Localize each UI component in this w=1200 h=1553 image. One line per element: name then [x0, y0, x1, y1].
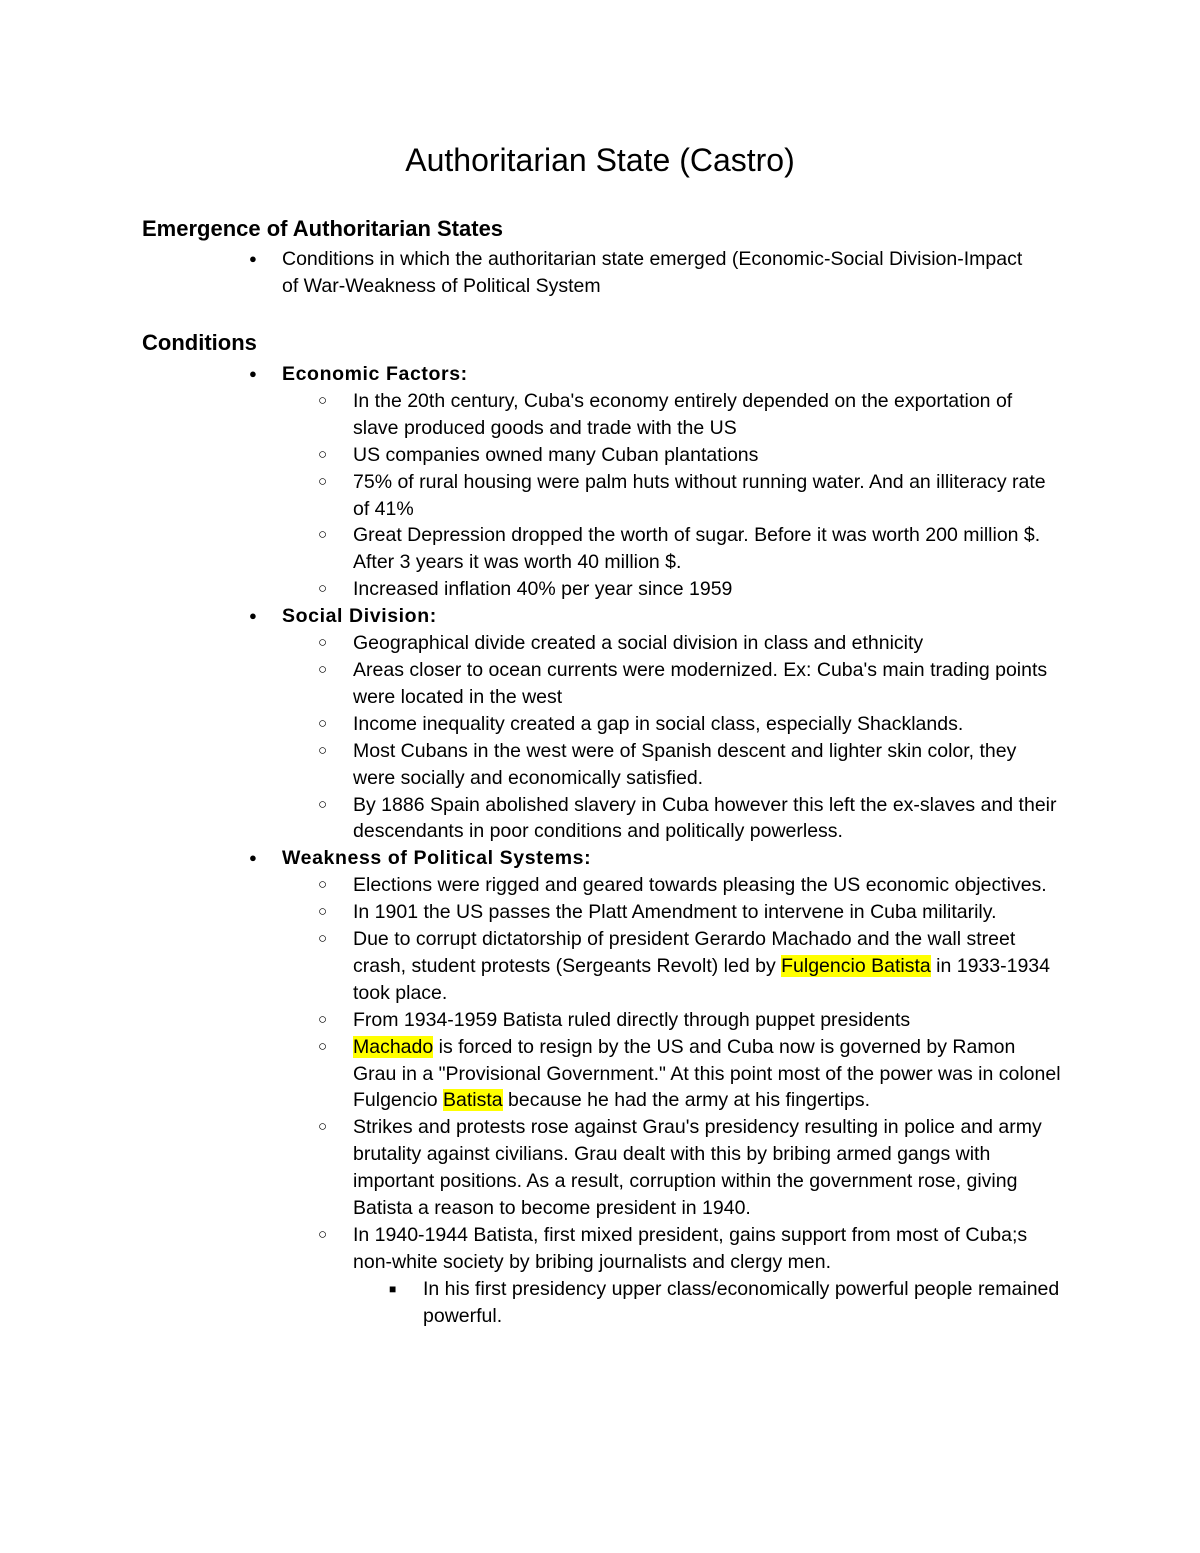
filled-circle-bullet-icon: ● [249, 251, 257, 266]
list-item-text: Due to corrupt dictatorship of president Gerardo Machado and the wall street crash, student protests (Sergeants Revolt) led by [353, 928, 1016, 977]
hollow-circle-bullet-icon: ○ [318, 714, 328, 732]
list-item-text: Most Cubans in the west were of Spanish descent and lighter skin color, they were socially and economically satisfied. [353, 739, 1017, 789]
list-item-text: In 1940-1944 Batista, first mixed president, gains support from most of Cuba;s non-white society by bribing journalists and clergy men. [353, 1224, 1028, 1273]
list-item [0, 1007, 1063, 1034]
list-item-text: US companies owned many Cuban plantations [353, 443, 759, 466]
list-item-text: Elections were rigged and geared towards pleasing the US economic objectives. [353, 874, 1047, 897]
hollow-circle-bullet-icon: ○ [318, 930, 328, 948]
list-item [0, 1114, 1063, 1222]
list-item-text: because he had the army at his fingertips. [502, 1089, 871, 1112]
filled-circle-bullet-icon: ● [249, 850, 257, 866]
subheading-social-division: Social Division: [282, 605, 437, 628]
filled-circle-bullet-icon: ● [249, 366, 257, 381]
list-item-text: Income inequality created a gap in social class, especially Shacklands. [353, 712, 964, 735]
filled-square-bullet-icon: ■ [389, 1281, 397, 1296]
list-item-text: 75% of rural housing were palm huts without running water. And an illiteracy rate of 41% [353, 470, 1046, 520]
list-item [0, 1222, 1063, 1276]
list-item [0, 711, 1063, 738]
section-heading-emergence: Emergence of Authoritarian States [142, 216, 504, 241]
list-item-text: in 1933-1934 took place. [353, 954, 1050, 1004]
list-item-weakness-political-systems [0, 845, 1042, 872]
list-item [0, 899, 1063, 926]
filled-circle-bullet-icon: ● [249, 608, 257, 624]
hollow-circle-bullet-icon: ○ [318, 1037, 328, 1055]
list-item-text: Increased inflation 40% per year since 1959 [353, 578, 733, 601]
hollow-circle-bullet-icon: ○ [318, 741, 328, 759]
list-item [0, 630, 1063, 657]
list-item-text: Conditions in which the authoritarian state emerged (Economic-Social Division-Impact of War-Weakness of Political System [282, 248, 1023, 297]
list-item-text: From 1934-1959 Batista ruled directly through puppet presidents [353, 1008, 911, 1031]
hollow-circle-bullet-icon: ○ [318, 903, 328, 921]
list-item [0, 872, 1063, 899]
hollow-circle-bullet-icon: ○ [318, 660, 328, 678]
list-item-social-division [0, 603, 1042, 630]
hollow-circle-bullet-icon: ○ [318, 391, 328, 409]
list-item [0, 469, 1063, 523]
list-item [0, 738, 1063, 792]
list-item [0, 522, 1063, 576]
list-item-text: Areas closer to ocean currents were modernized. Ex: Cuba's main trading points were located in the west [353, 658, 1048, 708]
list-item-economic-factors [0, 361, 1042, 388]
list-item [0, 442, 1063, 469]
conditions-list [0, 361, 1200, 1330]
list-item [0, 576, 1063, 603]
list-item-text: In his first presidency upper class/economically powerful people remained powerful. [423, 1277, 1060, 1327]
list-item [0, 1034, 1063, 1115]
list-item-text: is forced to resign by the US and Cuba now is governed by Ramon Grau in a "Provisional Government." At this point most of the power was in colonel Fulgencio [353, 1035, 1061, 1112]
list-item [0, 246, 1042, 300]
highlighted-text-fulgencio-batista: Fulgencio Batista [781, 954, 931, 977]
list-item-text: Geographical divide created a social division in class and ethnicity [353, 632, 924, 655]
section-heading-conditions: Conditions [142, 330, 257, 355]
list-item-text: Great Depression dropped the worth of sugar. Before it was worth 200 million $. After 3 years it was worth 40 million $. [353, 524, 1041, 574]
highlighted-text-batista: Batista [442, 1089, 503, 1112]
hollow-circle-bullet-icon: ○ [318, 1118, 328, 1136]
emergence-list [0, 246, 1200, 300]
list-item [0, 388, 1063, 442]
list-item [0, 926, 1063, 1007]
hollow-circle-bullet-icon: ○ [318, 1010, 328, 1028]
hollow-circle-bullet-icon: ○ [318, 876, 328, 894]
list-item-text: Strikes and protests rose against Grau's presidency resulting in police and army brutality against civilians. Grau dealt with this by bribing armed gangs with important positions. As a result, corruption within the government rose, giving Batista a reason to become president in 1940. [353, 1116, 1042, 1220]
list-item [0, 1276, 1063, 1330]
subheading-economic-factors: Economic Factors: [282, 363, 468, 385]
list-item [0, 657, 1063, 711]
hollow-circle-bullet-icon: ○ [318, 634, 328, 652]
hollow-circle-bullet-icon: ○ [318, 526, 328, 544]
hollow-circle-bullet-icon: ○ [318, 445, 328, 463]
hollow-circle-bullet-icon: ○ [318, 472, 328, 490]
hollow-circle-bullet-icon: ○ [318, 795, 328, 813]
list-item-text: In the 20th century, Cuba's economy entirely depended on the exportation of slave produced goods and trade with the US [353, 389, 1013, 439]
highlighted-text-machado: Machado [353, 1035, 434, 1058]
list-item-text: By 1886 Spain abolished slavery in Cuba however this left the ex-slaves and their descendants in poor conditions and politically powerless. [353, 793, 1057, 843]
list-item-text: In 1901 the US passes the Platt Amendment to intervene in Cuba militarily. [353, 901, 997, 924]
document-title: Authoritarian State (Castro) [405, 142, 795, 178]
list-item [0, 792, 1063, 846]
hollow-circle-bullet-icon: ○ [318, 580, 328, 598]
hollow-circle-bullet-icon: ○ [318, 1226, 328, 1243]
subheading-weakness-political-systems: Weakness of Political Systems: [282, 847, 592, 870]
